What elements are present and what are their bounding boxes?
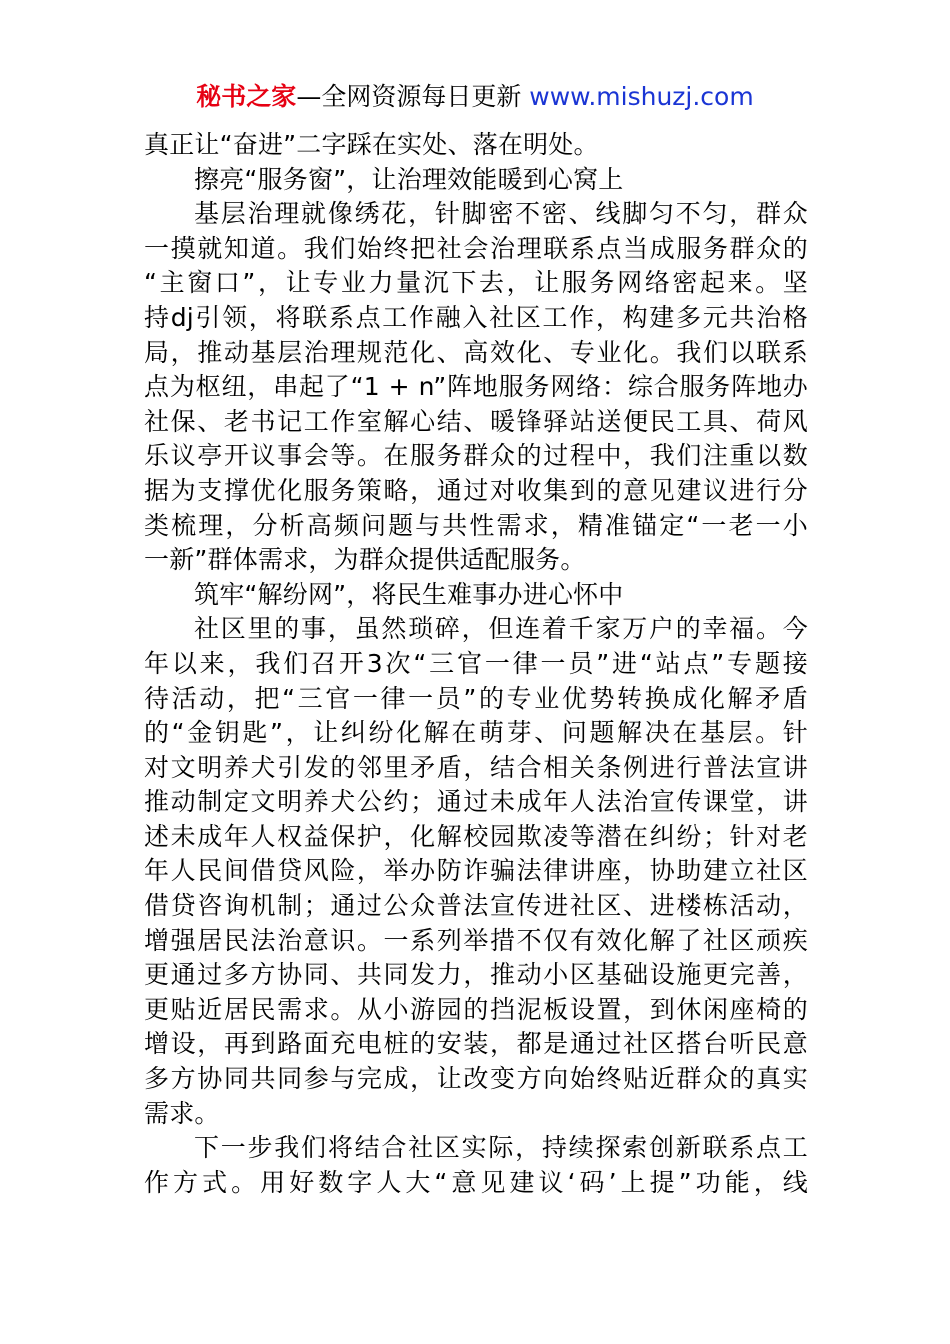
- paragraph-line: 多方协同共同参与完成，让改变方向始终贴近群众的真实: [144, 1064, 808, 1094]
- paragraph-line: 社区里的事，虽然琐碎，但连着千家万户的幸福。今: [194, 614, 808, 644]
- paragraph-line: 下一步我们将结合社区实际，持续探索创新联系点工: [194, 1133, 808, 1163]
- site-url-link[interactable]: www.mishuzj.com: [529, 82, 754, 111]
- paragraph-line: 更通过多方协同、共同发力，推动小区基础设施更完善，: [144, 960, 808, 990]
- paragraph-line: 需求。: [144, 1098, 220, 1128]
- paragraph-line: 点为枢纽，串起了“1 + n”阵地服务网络：综合服务阵地办: [144, 372, 808, 402]
- paragraph-line: 更贴近居民需求。从小游园的挡泥板设置，到休闲座椅的: [144, 994, 808, 1024]
- paragraph-line: 真正让“奋进”二字踩在实处、落在明处。: [144, 130, 599, 159]
- paragraph-line: 增设，再到路面充电桩的安装，都是通过社区搭台听民意: [144, 1029, 808, 1059]
- paragraph-line: 持dj引领，将联系点工作融入社区工作，构建多元共治格: [144, 302, 808, 332]
- section-heading-service-window: 擦亮“服务窗”，让治理效能暖到心窝上: [194, 164, 624, 194]
- paragraph-line: 年人民间借贷风险，举办防诈骗法律讲座，协助建立社区: [144, 856, 808, 886]
- paragraph-line: 借贷咨询机制；通过公众普法宣传进社区、进楼栋活动，: [144, 891, 808, 921]
- paragraph-line: 一摸就知道。我们始终把社会治理联系点当成服务群众的: [144, 233, 808, 263]
- paragraph-line: 社保、老书记工作室解心结、暖锋驿站送便民工具、荷风: [144, 406, 808, 436]
- paragraph-line: 一新”群体需求，为群众提供适配服务。: [144, 545, 586, 575]
- paragraph-line: 基层治理就像绣花，针脚密不密、线脚匀不匀，群众: [194, 199, 808, 229]
- paragraph-line: 述未成年人权益保护，化解校园欺凌等潜在纠纷；针对老: [144, 821, 808, 851]
- document-body: [144, 128, 808, 1200]
- site-brand: 秘书之家: [196, 82, 297, 111]
- section-heading-dispute-network: 筑牢“解纷网”，将民生难事办进心怀中: [194, 579, 624, 609]
- paragraph-line: “主窗口”，让专业力量沉下去，让服务网络密起来。坚: [144, 268, 808, 298]
- site-tagline: —全网资源每日更新: [296, 82, 522, 111]
- paragraph-line: 推动制定文明养犬公约；通过未成年人法治宣传课堂，讲: [144, 787, 808, 817]
- paragraph-line: 的“金钥匙”，让纠纷化解在萌芽、问题解决在基层。针: [144, 718, 808, 748]
- paragraph-line: 作方式。用好数字人大“意见建议‘码’上提”功能，线: [144, 1167, 808, 1197]
- paragraph-line: 对文明养犬引发的邻里矛盾，结合相关条例进行普法宣讲: [144, 752, 808, 782]
- paragraph-line: 乐议亭开议事会等。在服务群众的过程中，我们注重以数: [144, 441, 808, 471]
- paragraph-line: 据为支撑优化服务策略，通过对收集到的意见建议进行分: [144, 475, 808, 505]
- paragraph-line: 局，推动基层治理规范化、高效化、专业化。我们以联系: [144, 337, 808, 367]
- paragraph-line: 待活动，把“三官一律一员”的专业优势转换成化解矛盾: [144, 683, 808, 713]
- paragraph-line: 增强居民法治意识。一系列举措不仅有效化解了社区顽疾: [144, 925, 808, 955]
- paragraph-line: 年以来，我们召开3次“三官一律一员”进“站点”专题接: [144, 648, 808, 678]
- site-header: [0, 80, 950, 114]
- paragraph-line: 类梳理，分析高频问题与共性需求，精准锚定“一老一小: [144, 510, 808, 540]
